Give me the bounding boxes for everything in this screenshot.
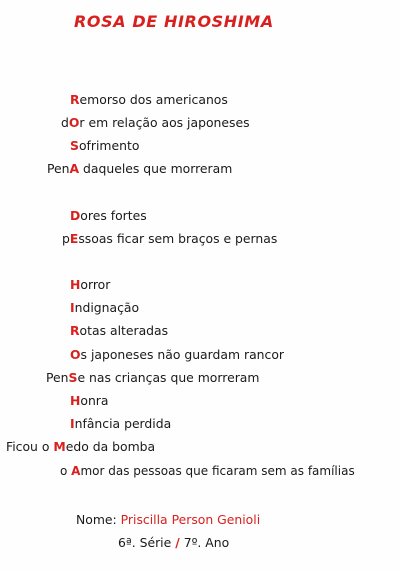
author-name: Priscilla Person Genioli <box>120 512 261 527</box>
line-suffix: e nas crianças que morreram <box>77 370 260 385</box>
line-prefix: Pen <box>46 370 69 385</box>
acrostic-line <box>70 347 284 363</box>
grade-text: 6ª. Série <box>118 535 172 550</box>
line-suffix: ndignação <box>74 300 140 315</box>
poem-title: ROSA DE HIROSHIMA <box>74 12 274 31</box>
line-suffix: mor das pessoas que ficaram sem as famílias <box>80 464 355 478</box>
year-text: 7º. Ano <box>183 535 230 550</box>
line-suffix: edo da bomba <box>65 439 156 454</box>
line-suffix: ofrimento <box>78 138 140 153</box>
acrostic-letter: S <box>70 138 79 153</box>
acrostic-line <box>62 231 277 247</box>
acrostic-letter: R <box>70 92 80 107</box>
grade-line <box>118 535 229 551</box>
acrostic-letter: A <box>71 464 81 478</box>
line-suffix: ssoas ficar sem braços e pernas <box>78 231 278 246</box>
line-suffix: ores fortes <box>80 208 147 223</box>
acrostic-letter: O <box>70 347 81 362</box>
acrostic-letter: A <box>69 161 80 176</box>
grade-separator: / <box>175 535 180 550</box>
acrostic-line <box>70 393 109 409</box>
acrostic-letter: R <box>70 323 80 338</box>
acrostic-letter: D <box>70 208 81 223</box>
line-suffix: orror <box>80 277 111 292</box>
line-prefix: d <box>61 115 69 130</box>
acrostic-line <box>70 92 228 108</box>
line-suffix: otas alteradas <box>79 323 169 338</box>
acrostic-line <box>61 115 250 131</box>
acrostic-letter: M <box>53 439 66 454</box>
line-prefix: o <box>60 464 72 478</box>
line-prefix: Ficou o <box>6 439 54 454</box>
acrostic-line <box>70 300 139 316</box>
acrostic-line <box>70 277 110 293</box>
line-suffix: daqueles que morreram <box>79 161 233 176</box>
line-suffix: s japoneses não guardam rancor <box>80 347 285 362</box>
acrostic-line <box>6 439 155 455</box>
acrostic-line <box>70 323 168 339</box>
acrostic-line <box>60 463 355 479</box>
line-prefix: p <box>62 231 70 246</box>
acrostic-line <box>47 161 232 177</box>
acrostic-line <box>70 208 147 224</box>
acrostic-letter: I <box>70 416 75 431</box>
acrostic-line <box>70 138 139 154</box>
acrostic-letter: I <box>70 300 75 315</box>
line-suffix: r em relação aos japoneses <box>79 115 250 130</box>
line-suffix: onra <box>80 393 109 408</box>
line-prefix: Pen <box>47 161 70 176</box>
author-line <box>76 512 260 528</box>
acrostic-line <box>70 416 171 432</box>
acrostic-line <box>46 370 259 386</box>
line-suffix: emorso dos americanos <box>79 92 228 107</box>
line-suffix: nfância perdida <box>74 416 172 431</box>
acrostic-letter: O <box>68 115 80 130</box>
acrostic-letter: H <box>70 277 81 292</box>
acrostic-letter: E <box>69 231 79 246</box>
acrostic-letter: H <box>70 393 81 408</box>
name-label: Nome: <box>76 512 117 527</box>
acrostic-letter: S <box>68 370 78 385</box>
